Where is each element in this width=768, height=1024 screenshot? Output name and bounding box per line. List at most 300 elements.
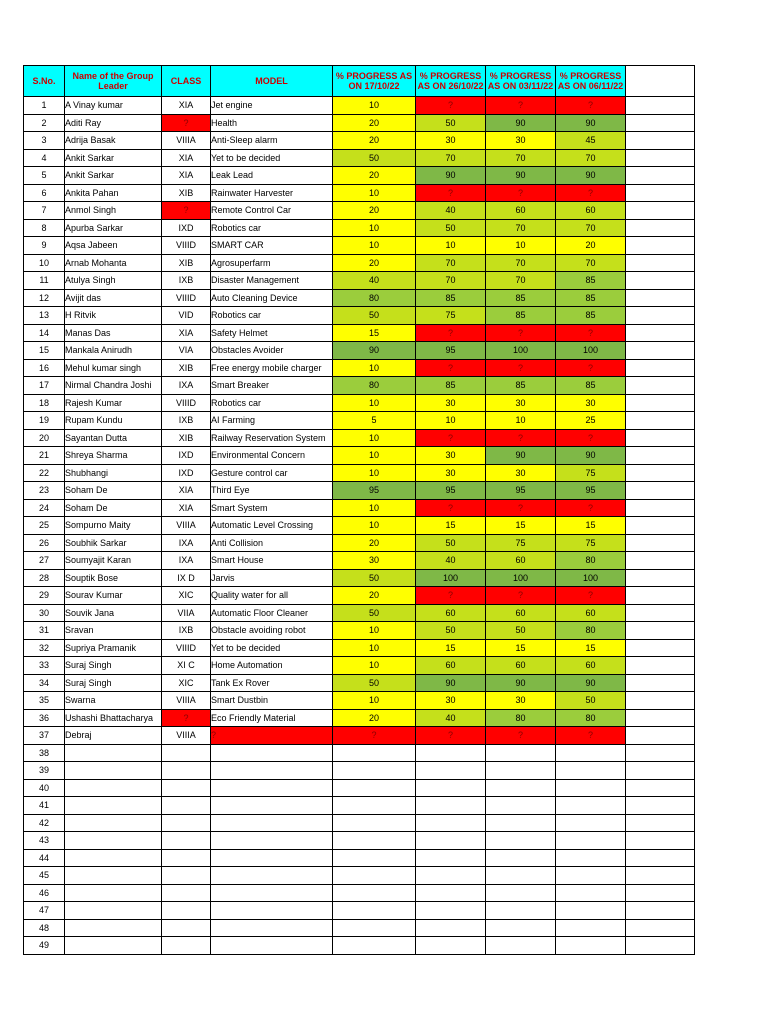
cell-blank xyxy=(626,919,695,937)
cell-progress-4 xyxy=(556,797,626,815)
cell-progress-4: 85 xyxy=(556,307,626,325)
cell-name xyxy=(65,832,162,850)
cell-class: XIC xyxy=(162,587,211,605)
cell-blank xyxy=(626,727,695,745)
table-row xyxy=(24,937,695,955)
cell-progress-3: ? xyxy=(486,727,556,745)
cell-model: Robotics car xyxy=(211,394,333,412)
header-blank xyxy=(626,66,695,97)
cell-class xyxy=(162,867,211,885)
header-name: Name of the Group Leader xyxy=(65,66,162,97)
cell-progress-4: 80 xyxy=(556,552,626,570)
cell-name: Soham De xyxy=(65,499,162,517)
cell-model: Third Eye xyxy=(211,482,333,500)
cell-name xyxy=(65,919,162,937)
cell-blank xyxy=(626,394,695,412)
cell-progress-4 xyxy=(556,849,626,867)
cell-blank xyxy=(626,464,695,482)
cell-class: VIIA xyxy=(162,604,211,622)
cell-progress-3: ? xyxy=(486,97,556,115)
cell-progress-2 xyxy=(416,814,486,832)
cell-sno: 33 xyxy=(24,657,65,675)
cell-class: XIB xyxy=(162,359,211,377)
cell-model: Environmental Concern xyxy=(211,447,333,465)
cell-class xyxy=(162,762,211,780)
cell-progress-1: 10 xyxy=(333,517,416,535)
cell-name: Avijit das xyxy=(65,289,162,307)
cell-blank xyxy=(626,114,695,132)
cell-name: Ankit Sarkar xyxy=(65,149,162,167)
cell-class xyxy=(162,902,211,920)
cell-name: Mankala Anirudh xyxy=(65,342,162,360)
cell-model xyxy=(211,744,333,762)
cell-progress-3: ? xyxy=(486,324,556,342)
cell-class: XIB xyxy=(162,429,211,447)
cell-progress-1: 10 xyxy=(333,359,416,377)
cell-progress-2: 40 xyxy=(416,552,486,570)
cell-class: XIA xyxy=(162,149,211,167)
cell-model xyxy=(211,849,333,867)
table-row xyxy=(24,884,695,902)
cell-progress-1: 20 xyxy=(333,534,416,552)
cell-progress-2 xyxy=(416,832,486,850)
cell-progress-4: 60 xyxy=(556,604,626,622)
cell-progress-3: 60 xyxy=(486,552,556,570)
cell-blank xyxy=(626,867,695,885)
table-row xyxy=(24,359,695,377)
cell-name xyxy=(65,779,162,797)
cell-progress-3: 70 xyxy=(486,219,556,237)
cell-progress-3 xyxy=(486,937,556,955)
cell-progress-4 xyxy=(556,919,626,937)
cell-blank xyxy=(626,482,695,500)
cell-progress-1: 50 xyxy=(333,604,416,622)
cell-blank xyxy=(626,499,695,517)
table-row xyxy=(24,727,695,745)
cell-blank xyxy=(626,587,695,605)
cell-progress-3 xyxy=(486,797,556,815)
cell-sno: 35 xyxy=(24,692,65,710)
cell-progress-4: 75 xyxy=(556,464,626,482)
cell-progress-2 xyxy=(416,867,486,885)
cell-progress-4: 80 xyxy=(556,622,626,640)
cell-progress-3: 50 xyxy=(486,622,556,640)
table-row xyxy=(24,657,695,675)
cell-name: Aqsa Jabeen xyxy=(65,237,162,255)
cell-model: Smart House xyxy=(211,552,333,570)
cell-name: Sourav Kumar xyxy=(65,587,162,605)
cell-name xyxy=(65,744,162,762)
cell-class: VIIID xyxy=(162,289,211,307)
cell-class: XIA xyxy=(162,482,211,500)
cell-progress-1: 50 xyxy=(333,674,416,692)
cell-progress-1 xyxy=(333,884,416,902)
cell-sno: 19 xyxy=(24,412,65,430)
cell-progress-1: 50 xyxy=(333,149,416,167)
cell-name xyxy=(65,762,162,780)
cell-model: Gesture control car xyxy=(211,464,333,482)
cell-progress-1: 10 xyxy=(333,639,416,657)
cell-progress-4: 95 xyxy=(556,482,626,500)
cell-name xyxy=(65,937,162,955)
cell-progress-4: 90 xyxy=(556,674,626,692)
cell-progress-4: ? xyxy=(556,429,626,447)
cell-sno: 9 xyxy=(24,237,65,255)
cell-progress-3: 30 xyxy=(486,132,556,150)
cell-sno: 47 xyxy=(24,902,65,920)
cell-sno: 4 xyxy=(24,149,65,167)
cell-progress-1: 10 xyxy=(333,622,416,640)
cell-class xyxy=(162,919,211,937)
cell-sno: 16 xyxy=(24,359,65,377)
cell-name: Rajesh Kumar xyxy=(65,394,162,412)
cell-name: Nirmal Chandra Joshi xyxy=(65,377,162,395)
cell-progress-1: 20 xyxy=(333,167,416,185)
cell-progress-3: 30 xyxy=(486,394,556,412)
cell-progress-4: 85 xyxy=(556,289,626,307)
cell-name: Suraj Singh xyxy=(65,657,162,675)
cell-class: IXD xyxy=(162,464,211,482)
table-row xyxy=(24,587,695,605)
cell-blank xyxy=(626,202,695,220)
cell-progress-1: 95 xyxy=(333,482,416,500)
header-row xyxy=(24,66,695,97)
cell-progress-3: ? xyxy=(486,184,556,202)
cell-class: VIIIA xyxy=(162,132,211,150)
cell-sno: 17 xyxy=(24,377,65,395)
cell-progress-3: 10 xyxy=(486,237,556,255)
cell-blank xyxy=(626,132,695,150)
cell-class: IXA xyxy=(162,534,211,552)
cell-sno: 36 xyxy=(24,709,65,727)
table-row xyxy=(24,184,695,202)
cell-model: Anti-Sleep alarm xyxy=(211,132,333,150)
cell-progress-4: 75 xyxy=(556,534,626,552)
cell-class: XIB xyxy=(162,254,211,272)
cell-sno: 28 xyxy=(24,569,65,587)
cell-blank xyxy=(626,902,695,920)
table-row xyxy=(24,394,695,412)
cell-class: IXB xyxy=(162,412,211,430)
cell-class: XIC xyxy=(162,674,211,692)
cell-progress-2: 90 xyxy=(416,674,486,692)
cell-progress-3 xyxy=(486,867,556,885)
cell-model xyxy=(211,814,333,832)
cell-model xyxy=(211,884,333,902)
cell-name: Atulya Singh xyxy=(65,272,162,290)
cell-progress-4: ? xyxy=(556,184,626,202)
cell-progress-2: 70 xyxy=(416,272,486,290)
cell-progress-2: 95 xyxy=(416,482,486,500)
cell-sno: 27 xyxy=(24,552,65,570)
cell-progress-4: 70 xyxy=(556,149,626,167)
cell-progress-2 xyxy=(416,744,486,762)
cell-progress-3: 10 xyxy=(486,412,556,430)
cell-model: Leak Lead xyxy=(211,167,333,185)
cell-progress-2: 30 xyxy=(416,447,486,465)
cell-name: Sompurno Maity xyxy=(65,517,162,535)
cell-model: Home Automation xyxy=(211,657,333,675)
cell-name: Mehul kumar singh xyxy=(65,359,162,377)
table-row xyxy=(24,97,695,115)
table-row xyxy=(24,114,695,132)
cell-sno: 3 xyxy=(24,132,65,150)
cell-model: ? xyxy=(211,727,333,745)
cell-blank xyxy=(626,849,695,867)
cell-progress-1 xyxy=(333,902,416,920)
cell-model: Smart System xyxy=(211,499,333,517)
cell-class: VIIID xyxy=(162,237,211,255)
cell-model: Robotics car xyxy=(211,219,333,237)
table-row xyxy=(24,814,695,832)
cell-blank xyxy=(626,569,695,587)
cell-progress-4: 100 xyxy=(556,569,626,587)
cell-blank xyxy=(626,149,695,167)
cell-name: Ushashi Bhattacharya xyxy=(65,709,162,727)
table-row xyxy=(24,289,695,307)
cell-progress-2: 75 xyxy=(416,307,486,325)
cell-name: Soham De xyxy=(65,482,162,500)
cell-progress-4: ? xyxy=(556,359,626,377)
cell-progress-3: 85 xyxy=(486,289,556,307)
cell-progress-3: 85 xyxy=(486,377,556,395)
cell-blank xyxy=(626,814,695,832)
cell-sno: 40 xyxy=(24,779,65,797)
cell-name: Suraj Singh xyxy=(65,674,162,692)
cell-name xyxy=(65,849,162,867)
cell-progress-3 xyxy=(486,849,556,867)
cell-progress-2 xyxy=(416,762,486,780)
cell-progress-1: 5 xyxy=(333,412,416,430)
cell-progress-4: 80 xyxy=(556,709,626,727)
cell-class xyxy=(162,779,211,797)
cell-blank xyxy=(626,97,695,115)
table-row xyxy=(24,254,695,272)
cell-model: Yet to be decided xyxy=(211,149,333,167)
cell-progress-4: 45 xyxy=(556,132,626,150)
cell-progress-1 xyxy=(333,744,416,762)
cell-class: XIA xyxy=(162,97,211,115)
cell-progress-3 xyxy=(486,902,556,920)
cell-blank xyxy=(626,307,695,325)
cell-blank xyxy=(626,657,695,675)
cell-sno: 38 xyxy=(24,744,65,762)
cell-name: A Vinay kumar xyxy=(65,97,162,115)
cell-progress-4: 30 xyxy=(556,394,626,412)
cell-sno: 10 xyxy=(24,254,65,272)
cell-sno: 5 xyxy=(24,167,65,185)
cell-progress-4: 70 xyxy=(556,254,626,272)
cell-name: Soubhik Sarkar xyxy=(65,534,162,552)
cell-progress-2: ? xyxy=(416,587,486,605)
cell-progress-3 xyxy=(486,832,556,850)
cell-class: XIA xyxy=(162,324,211,342)
cell-name: Swarna xyxy=(65,692,162,710)
cell-blank xyxy=(626,324,695,342)
table-row xyxy=(24,272,695,290)
cell-progress-4: 90 xyxy=(556,167,626,185)
table-row xyxy=(24,132,695,150)
cell-class: VIA xyxy=(162,342,211,360)
table-row xyxy=(24,429,695,447)
cell-progress-1: 10 xyxy=(333,237,416,255)
cell-name: Anmol Singh xyxy=(65,202,162,220)
cell-progress-4 xyxy=(556,762,626,780)
cell-blank xyxy=(626,797,695,815)
cell-progress-1: 20 xyxy=(333,202,416,220)
cell-progress-4 xyxy=(556,867,626,885)
cell-model: Yet to be decided xyxy=(211,639,333,657)
cell-model xyxy=(211,797,333,815)
cell-progress-1 xyxy=(333,814,416,832)
cell-progress-2: ? xyxy=(416,359,486,377)
cell-blank xyxy=(626,937,695,955)
table-row xyxy=(24,832,695,850)
cell-model: Jet engine xyxy=(211,97,333,115)
cell-model: Auto Cleaning Device xyxy=(211,289,333,307)
cell-class: XIA xyxy=(162,499,211,517)
header-model: MODEL xyxy=(211,66,333,97)
table-row xyxy=(24,482,695,500)
cell-progress-2: 50 xyxy=(416,219,486,237)
cell-class xyxy=(162,832,211,850)
cell-progress-1: 20 xyxy=(333,114,416,132)
cell-progress-3 xyxy=(486,762,556,780)
cell-class xyxy=(162,797,211,815)
cell-name: Souptik Bose xyxy=(65,569,162,587)
cell-progress-4: 20 xyxy=(556,237,626,255)
cell-name: Shreya Sharma xyxy=(65,447,162,465)
cell-name: Sravan xyxy=(65,622,162,640)
cell-progress-3: 30 xyxy=(486,464,556,482)
cell-progress-3: ? xyxy=(486,429,556,447)
cell-progress-4 xyxy=(556,832,626,850)
cell-progress-4: 50 xyxy=(556,692,626,710)
table-row xyxy=(24,779,695,797)
cell-progress-4: 70 xyxy=(556,219,626,237)
cell-progress-4: 100 xyxy=(556,342,626,360)
cell-sno: 48 xyxy=(24,919,65,937)
cell-progress-1: 10 xyxy=(333,219,416,237)
cell-progress-4: 60 xyxy=(556,657,626,675)
cell-progress-3: 85 xyxy=(486,307,556,325)
table-row xyxy=(24,202,695,220)
cell-class: XIA xyxy=(162,167,211,185)
cell-progress-1: 10 xyxy=(333,499,416,517)
cell-class: IXA xyxy=(162,552,211,570)
table-row xyxy=(24,342,695,360)
cell-class: ? xyxy=(162,709,211,727)
cell-blank xyxy=(626,744,695,762)
table-row xyxy=(24,552,695,570)
cell-class xyxy=(162,744,211,762)
cell-sno: 14 xyxy=(24,324,65,342)
cell-class: ? xyxy=(162,114,211,132)
cell-progress-3: 90 xyxy=(486,674,556,692)
cell-sno: 41 xyxy=(24,797,65,815)
cell-sno: 24 xyxy=(24,499,65,517)
table-row xyxy=(24,674,695,692)
cell-model: Automatic Floor Cleaner xyxy=(211,604,333,622)
cell-progress-3: 100 xyxy=(486,569,556,587)
header-sno: S.No. xyxy=(24,66,65,97)
table-row xyxy=(24,569,695,587)
cell-name: Aditi Ray xyxy=(65,114,162,132)
cell-progress-3: 70 xyxy=(486,254,556,272)
cell-blank xyxy=(626,342,695,360)
cell-model: Obstacles Avoider xyxy=(211,342,333,360)
cell-progress-3: ? xyxy=(486,587,556,605)
cell-progress-4 xyxy=(556,814,626,832)
cell-progress-3: 70 xyxy=(486,149,556,167)
cell-sno: 11 xyxy=(24,272,65,290)
cell-progress-2: 40 xyxy=(416,202,486,220)
cell-progress-3: 90 xyxy=(486,114,556,132)
cell-model: Railway Reservation System xyxy=(211,429,333,447)
cell-progress-2: ? xyxy=(416,499,486,517)
header-progress-4: % PROGRESS AS ON 06/11/22 xyxy=(556,66,626,97)
table-row xyxy=(24,797,695,815)
cell-sno: 30 xyxy=(24,604,65,622)
table-row xyxy=(24,849,695,867)
cell-blank xyxy=(626,552,695,570)
cell-sno: 46 xyxy=(24,884,65,902)
cell-sno: 44 xyxy=(24,849,65,867)
cell-progress-2: 95 xyxy=(416,342,486,360)
cell-progress-1: 10 xyxy=(333,429,416,447)
table-row xyxy=(24,919,695,937)
cell-blank xyxy=(626,534,695,552)
cell-sno: 20 xyxy=(24,429,65,447)
cell-progress-4: ? xyxy=(556,499,626,517)
cell-name: Sayantan Dutta xyxy=(65,429,162,447)
table-row xyxy=(24,744,695,762)
cell-progress-3 xyxy=(486,814,556,832)
cell-model: SMART CAR xyxy=(211,237,333,255)
cell-class: IXB xyxy=(162,622,211,640)
cell-model: Safety Helmet xyxy=(211,324,333,342)
cell-progress-1 xyxy=(333,779,416,797)
table-row xyxy=(24,692,695,710)
cell-name: Arnab Mohanta xyxy=(65,254,162,272)
cell-progress-1: 90 xyxy=(333,342,416,360)
cell-progress-3: 75 xyxy=(486,534,556,552)
cell-progress-2: 10 xyxy=(416,237,486,255)
cell-sno: 2 xyxy=(24,114,65,132)
cell-class: XI C xyxy=(162,657,211,675)
table-row xyxy=(24,464,695,482)
cell-progress-4: 90 xyxy=(556,114,626,132)
cell-progress-3: 100 xyxy=(486,342,556,360)
cell-progress-1 xyxy=(333,762,416,780)
cell-blank xyxy=(626,779,695,797)
cell-blank xyxy=(626,377,695,395)
cell-name: Supriya Pramanik xyxy=(65,639,162,657)
header-progress-1: % PROGRESS AS ON 17/10/22 xyxy=(333,66,416,97)
cell-blank xyxy=(626,184,695,202)
cell-sno: 21 xyxy=(24,447,65,465)
cell-progress-2: 10 xyxy=(416,412,486,430)
cell-progress-2: 100 xyxy=(416,569,486,587)
cell-name: Ankit Sarkar xyxy=(65,167,162,185)
cell-progress-3 xyxy=(486,884,556,902)
cell-sno: 39 xyxy=(24,762,65,780)
cell-progress-2: 85 xyxy=(416,377,486,395)
table-row xyxy=(24,412,695,430)
cell-progress-4 xyxy=(556,779,626,797)
cell-progress-1: 50 xyxy=(333,307,416,325)
cell-name: Souvik Jana xyxy=(65,604,162,622)
